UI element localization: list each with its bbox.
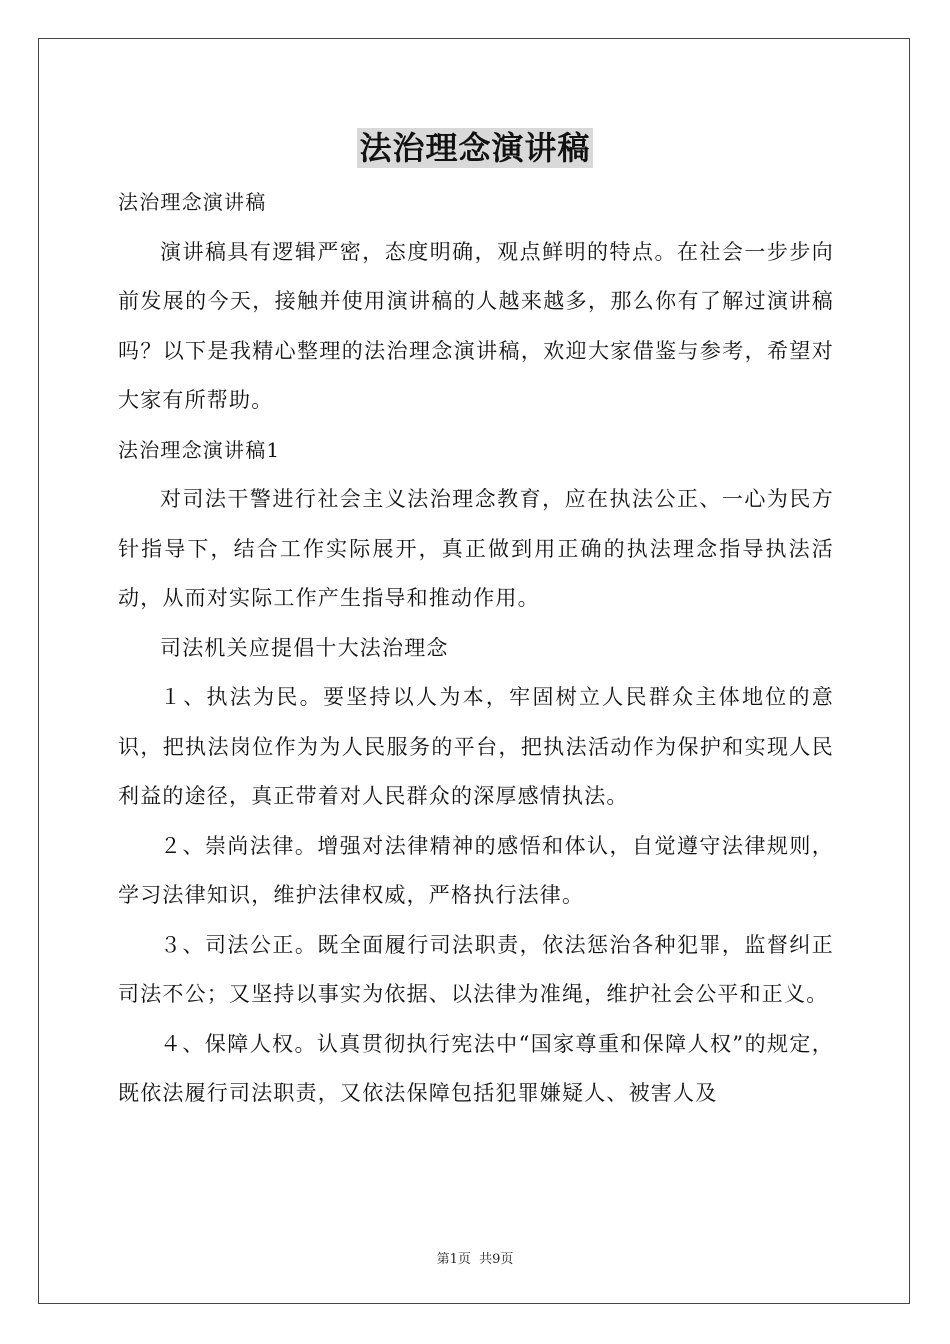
body-paragraph: 司法机关应提倡十大法治理念 [160, 635, 449, 660]
body-paragraph: 对司法干警进行社会主义法治理念教育，应在执法公正、一心为民方针指导下，结合工作实际展开，真正做到用正确的执法理念指导执法活动，从而对实际工作产生指导和推动作用。 [118, 487, 834, 610]
section-heading: 法治理念演讲稿1 [118, 437, 281, 462]
body-paragraph: ３、司法公正。既全面履行司法职责，依法惩治各种犯罪，监督纠正司法不公；又坚持以事实为依据、以法律为准绳，维护社会公平和正义。 [118, 932, 834, 1006]
document-subtitle: 法治理念演讲稿 [118, 190, 267, 214]
body-paragraph: ４、保障人权。认真贯彻执行宪法中“国家尊重和保障人权”的规定，既依法履行司法职责，又依法保障包括犯罪嫌疑人、被害人及 [118, 1031, 834, 1105]
page-number: 第1页 [436, 1252, 471, 1267]
page-footer [0, 1248, 950, 1267]
page-total: 共9页 [479, 1252, 514, 1267]
document-title: 法治理念演讲稿 [359, 129, 591, 167]
body-paragraph: １、执法为民。要坚持以人为本，牢固树立人民群众主体地位的意识，把执法岗位作为为人民服务的平台，把执法活动作为保护和实现人民利益的途径，真正带着对人民群众的深厚感情执法。 [118, 685, 834, 808]
document-body [118, 178, 834, 1119]
intro-paragraph: 演讲稿具有逻辑严密，态度明确，观点鲜明的特点。在社会一步步向前发展的今天，接触并使用演讲稿的人越来越多，那么你有了解过演讲稿吗？以下是我精心整理的法治理念演讲稿，欢迎大家借鉴与参考，希望对大家有所帮助。 [118, 239, 834, 412]
title-area [0, 128, 950, 168]
body-paragraph: ２、崇尚法律。增强对法律精神的感悟和体认，自觉遵守法律规则，学习法律知识，维护法律权威，严格执行法律。 [118, 833, 834, 907]
